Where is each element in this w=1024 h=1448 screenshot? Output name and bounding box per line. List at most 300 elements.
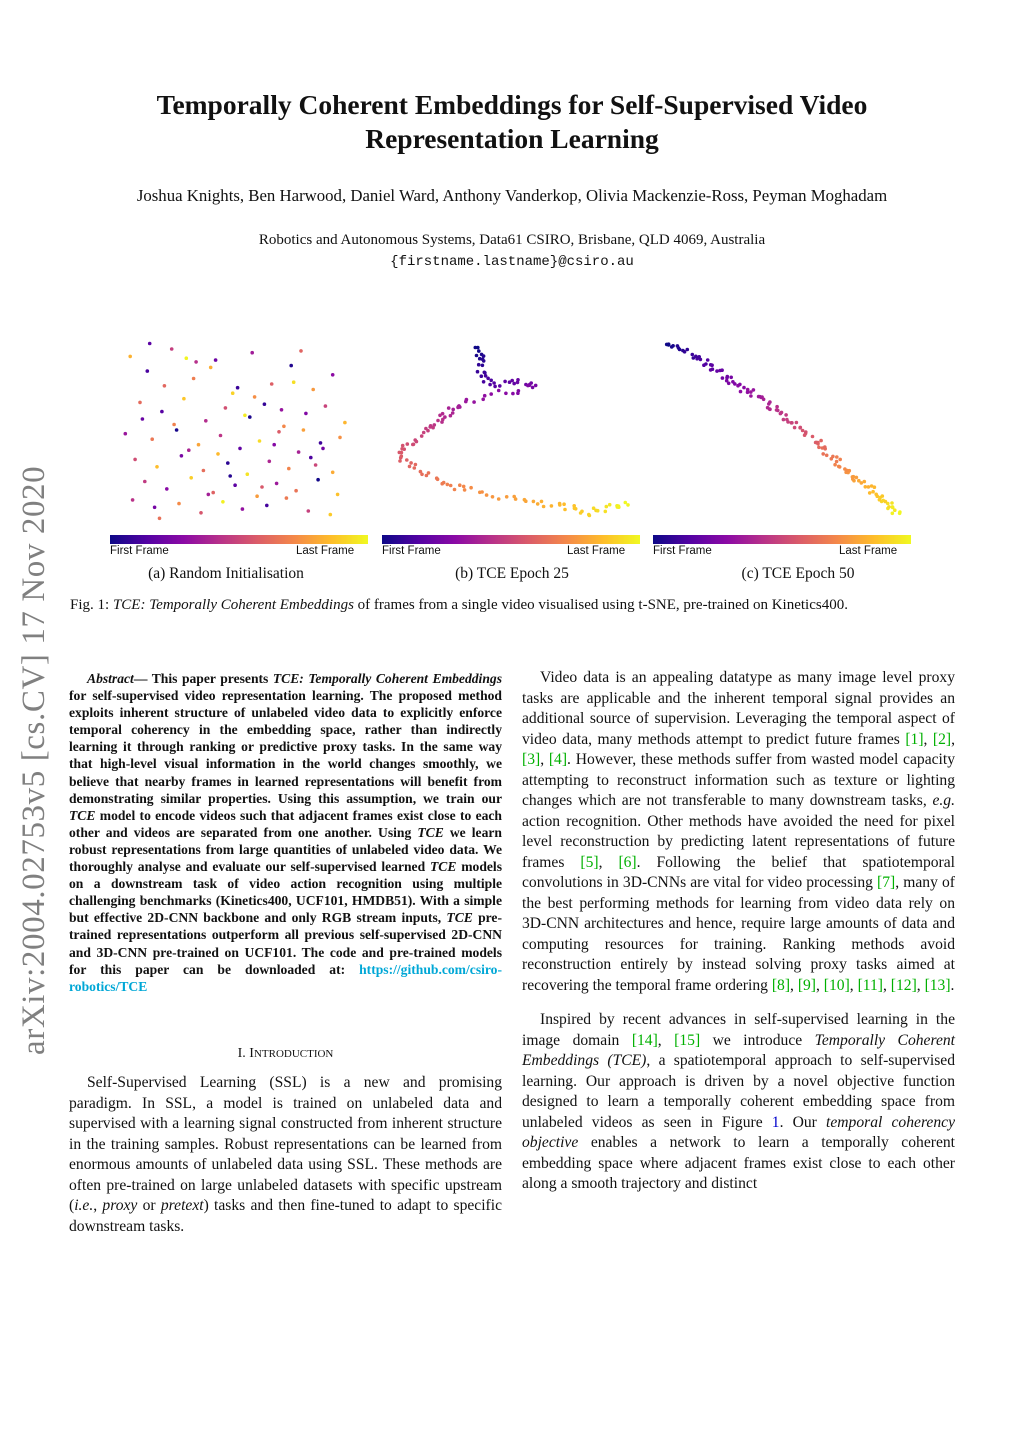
abstract-text-5: pre-trained representations outperform all previous self-supervised 2D-CNN and 3D-CNN pre-trained on UCF101. The code and pre-trained models for this paper can be downloaded at: xyxy=(69,910,502,977)
scatter-point xyxy=(617,504,621,508)
scatter-point xyxy=(163,384,167,388)
scatter-point xyxy=(478,491,482,495)
scatter-point xyxy=(898,510,902,514)
citation-13[interactable]: [13] xyxy=(924,976,951,994)
scatter-point xyxy=(265,504,269,508)
scatter-point xyxy=(821,452,825,456)
scatter-point xyxy=(482,380,486,384)
scatter-point xyxy=(336,493,340,497)
tsne-panel-random-init xyxy=(110,330,370,530)
scatter-point xyxy=(482,359,486,363)
scatter-point xyxy=(422,431,426,435)
scatter-point xyxy=(516,391,520,395)
scatter-point xyxy=(442,481,446,485)
scatter-point xyxy=(851,475,855,479)
scatter-point xyxy=(192,377,196,381)
scatter-point xyxy=(309,456,313,460)
caption-prefix: Fig. 1: xyxy=(70,597,113,613)
scatter-point xyxy=(475,354,479,358)
scatter-point xyxy=(819,439,823,443)
scatter-point xyxy=(890,501,894,505)
scatter-point xyxy=(697,355,701,359)
scatter-point xyxy=(497,389,501,393)
author-list: Joshua Knights, Ben Harwood, Daniel Ward, Anthony Vanderkop, Olivia Mackenzie-Ross, Peyman Moghadam xyxy=(136,186,888,205)
citation-9[interactable]: [9] xyxy=(797,976,816,994)
scatter-point xyxy=(721,376,725,380)
scatter-point xyxy=(493,385,497,389)
scatter-point xyxy=(860,481,864,485)
scatter-point xyxy=(405,458,409,462)
citation-12[interactable]: [12] xyxy=(890,976,917,994)
scatter-point xyxy=(482,354,486,358)
scatter-point xyxy=(180,454,184,458)
scatter-point xyxy=(311,388,315,392)
scatter-point xyxy=(592,506,596,510)
scatter-point xyxy=(691,353,695,357)
scatter-point xyxy=(158,517,162,521)
scatter-point xyxy=(692,356,696,360)
scatter-point xyxy=(492,381,496,385)
abstract-tce-2: TCE xyxy=(417,824,444,840)
right-tce-full: Temporally Coherent Embeddings (TCE) xyxy=(522,1031,956,1069)
scatter-point xyxy=(825,454,829,458)
scatter-point xyxy=(532,500,536,504)
scatter-point xyxy=(711,367,715,371)
citation-3[interactable]: [3] xyxy=(522,751,541,768)
scatter-point xyxy=(211,491,215,495)
scatter-point xyxy=(542,505,546,509)
scatter-point xyxy=(793,426,797,430)
scatter-point xyxy=(474,346,478,350)
scatter-point xyxy=(563,508,567,512)
citation-6[interactable]: [6] xyxy=(618,853,637,871)
scatter-point xyxy=(453,488,457,492)
scatter-point xyxy=(165,487,169,491)
scatter-point xyxy=(408,465,412,469)
scatter-point xyxy=(481,364,485,368)
scatter-point xyxy=(511,392,515,396)
colorbar-b-first-label: First Frame xyxy=(382,545,441,557)
right-paragraph-2: Inspired by recent advances in self-supervised learning in the image domain [14], [15] we introduce Temporally Coherent Embeddings (TCE), a spatiotemporal approach to self-supervised learning. Our approach is driven by a novel objective function designed to learn a temporally coherent embedding space from unlabeled videos as seen in Figure 1. Our temporal coherency objective enables a network to learn a temporally coherent embedding space where adjacent frames exist close to each other along a smooth trajectory and distinct xyxy=(522,1011,956,1192)
scatter-point xyxy=(246,472,250,476)
scatter-point xyxy=(214,358,218,362)
scatter-point xyxy=(124,432,128,436)
scatter-point xyxy=(221,500,225,504)
abstract-tce-title: TCE: Temporally Coherent Embeddings xyxy=(272,671,502,686)
scatter-point xyxy=(579,511,583,515)
scatter-point xyxy=(803,433,807,437)
scatter-point xyxy=(608,503,612,507)
scatter-point xyxy=(881,494,885,498)
scatter-point xyxy=(739,390,743,394)
scatter-point xyxy=(400,447,404,451)
scatter-point xyxy=(426,429,430,433)
scatter-point xyxy=(255,494,259,498)
intro-left-column xyxy=(69,1073,502,1237)
scatter-point xyxy=(280,408,284,412)
scatter-point xyxy=(141,417,145,421)
intro-or: or xyxy=(137,1197,161,1214)
scatter-point xyxy=(270,382,274,386)
section-number: I. xyxy=(237,1046,250,1061)
scatter-point xyxy=(799,426,803,430)
scatter-point xyxy=(835,460,839,464)
scatter-point xyxy=(742,386,746,390)
scatter-point xyxy=(870,484,874,488)
scatter-point xyxy=(150,437,154,441)
code-link[interactable]: https://github.com/csiro-robotics/TCE xyxy=(69,961,502,994)
right-text-i: . Our xyxy=(779,1113,827,1131)
scatter-point xyxy=(216,452,220,456)
citation-4[interactable]: [4] xyxy=(548,751,568,768)
scatter-point xyxy=(250,351,254,355)
scatter-point xyxy=(831,455,835,459)
citation-11[interactable]: [11] xyxy=(857,976,883,994)
scatter-point xyxy=(767,402,771,406)
scatter-point xyxy=(464,400,468,404)
scatter-point xyxy=(667,343,671,347)
scatter-point xyxy=(512,382,516,386)
colorbar-c xyxy=(653,535,911,544)
colorbar-a-last-label: Last Frame xyxy=(296,545,355,557)
scatter-point xyxy=(489,392,493,396)
scatter-point xyxy=(550,504,554,508)
figure-caption xyxy=(70,597,970,614)
scatter-point xyxy=(709,363,713,367)
scatter-point xyxy=(801,429,805,433)
scatter-point xyxy=(299,349,303,353)
scatter-point xyxy=(204,419,208,423)
scatter-point xyxy=(505,495,509,499)
scatter-point xyxy=(540,500,544,504)
scatter-point xyxy=(187,448,191,452)
scatter-point xyxy=(681,349,685,353)
citation-5[interactable]: [5] xyxy=(580,853,599,871)
scatter-point xyxy=(412,443,416,447)
scatter-point xyxy=(483,394,487,398)
scatter-point xyxy=(436,419,440,423)
scatter-point xyxy=(441,418,445,422)
scatter-point xyxy=(469,486,473,490)
scatter-point xyxy=(194,360,198,364)
scatter-point xyxy=(446,483,450,487)
scatter-point xyxy=(207,493,211,497)
scatter-point xyxy=(447,406,451,410)
scatter-point xyxy=(400,454,404,458)
scatter-point xyxy=(268,460,272,464)
scatter-point xyxy=(775,405,779,409)
abstract-text-4: models on a downstream task of video action recognition using multiple challenging benchmarks (Kinetics400, UCF101, HMDB51). With a simple but effective 2D-CNN backbone and only RGB stream inputs, xyxy=(69,859,502,926)
abstract-label: Abstract xyxy=(87,671,134,686)
scatter-point xyxy=(287,467,291,471)
scatter-point xyxy=(160,410,164,414)
intro-proxy: proxy xyxy=(102,1197,138,1214)
scatter-point xyxy=(321,447,325,451)
scatter-point xyxy=(867,485,871,489)
scatter-point xyxy=(458,483,462,487)
citation-10[interactable]: [10] xyxy=(823,976,850,994)
scatter-point xyxy=(498,384,502,388)
colorbar-a-first-label: First Frame xyxy=(110,545,169,557)
scatter-point xyxy=(534,384,538,388)
scatter-point xyxy=(472,400,476,404)
scatter-point xyxy=(704,362,708,366)
scatter-point xyxy=(833,463,837,467)
scatter-point xyxy=(153,506,157,510)
scatter-point xyxy=(514,497,518,501)
abstract-tce-4: TCE xyxy=(446,910,473,926)
scatter-point xyxy=(226,461,230,465)
colorbar-b-last-label: Last Frame xyxy=(567,545,626,557)
scatter-point xyxy=(324,404,328,408)
scatter-point xyxy=(449,484,453,488)
affiliation: Robotics and Autonomous Systems, Data61 CSIRO, Brisbane, QLD 4069, Australia xyxy=(258,232,766,248)
title-line-1: Temporally Coherent Embeddings for Self-Supervised Video xyxy=(156,89,868,120)
right-text-a: Video data is an appealing datatype as many image level proxy tasks are applicable and the inherent temporal signal provides an additional source of supervision. Leveraging the temporal aspect of video data, many methods attempt to predict future frames xyxy=(522,669,955,748)
scatter-point xyxy=(146,369,150,373)
right-text-g: we introduce xyxy=(700,1031,815,1049)
scatter-point xyxy=(263,402,267,406)
scatter-point xyxy=(128,355,132,359)
scatter-point xyxy=(241,507,245,511)
scatter-point xyxy=(749,394,753,398)
scatter-point xyxy=(316,478,320,482)
scatter-point xyxy=(209,366,213,370)
section-title-rest: NTRODUCTION xyxy=(253,1048,334,1060)
scatter-point xyxy=(177,502,181,506)
scatter-point xyxy=(285,496,289,500)
email: {firstname.lastname}@csiro.au xyxy=(390,254,634,270)
scatter-point xyxy=(843,467,847,471)
scatter-point xyxy=(497,497,501,501)
section-title-first: I xyxy=(249,1046,254,1061)
scatter-point xyxy=(420,434,424,438)
scatter-point xyxy=(462,485,466,489)
abstract-text-3: we learn robust representations from large quantities of unlabeled video data. We thoroughly analyse and evaluate our self-supervised learned xyxy=(69,824,502,875)
scatter-point xyxy=(804,430,808,434)
scatter-point xyxy=(779,412,783,416)
scatter-point xyxy=(436,478,440,482)
scatter-point xyxy=(726,375,730,379)
citation-15[interactable]: [15] xyxy=(674,1031,701,1049)
colorbar-b xyxy=(382,535,640,544)
scatter-point xyxy=(248,415,252,419)
scatter-point xyxy=(238,447,242,451)
scatter-point xyxy=(243,414,247,418)
scatter-point xyxy=(420,473,424,477)
scatter-point xyxy=(272,443,276,447)
scatter-point xyxy=(746,391,750,395)
colorbar-a xyxy=(110,535,368,544)
citation-1[interactable]: [1] xyxy=(905,730,924,748)
scatter-point xyxy=(438,414,442,418)
scatter-point xyxy=(706,358,710,362)
citation-14[interactable]: [14] xyxy=(631,1031,658,1049)
scatter-point xyxy=(343,421,347,425)
abstract-tce-1: TCE xyxy=(69,807,96,823)
citation-8[interactable]: [8] xyxy=(771,976,791,994)
abstract-tce-3: TCE xyxy=(429,859,457,875)
subcaption-b: (b) TCE Epoch 25 xyxy=(455,565,569,582)
scatter-point xyxy=(605,505,609,509)
scatter-point xyxy=(574,507,578,511)
caption-italic: TCE: Temporally Coherent Embeddings xyxy=(112,597,354,613)
scatter-point xyxy=(531,386,535,390)
scatter-point xyxy=(451,408,455,412)
scatter-point xyxy=(562,502,566,506)
scatter-point xyxy=(219,434,223,438)
scatter-point xyxy=(814,441,818,445)
scatter-point xyxy=(523,498,527,502)
intro-paragraph-1 xyxy=(69,1073,502,1237)
scatter-point xyxy=(133,458,137,462)
scatter-point xyxy=(233,483,237,487)
scatter-point xyxy=(155,465,159,469)
scatter-point xyxy=(729,376,733,380)
scatter-point xyxy=(624,501,628,505)
scatter-point xyxy=(878,498,882,502)
colorbar-c-first-label: First Frame xyxy=(653,545,712,557)
colorbar-c-last-label: Last Frame xyxy=(839,545,898,557)
scatter-point xyxy=(626,503,630,507)
scatter-point xyxy=(400,451,404,455)
scatter-point xyxy=(415,440,419,444)
scatter-point xyxy=(838,465,842,469)
right-text-b: . However, these methods suffer from wasted model capacity attempting to reconstruct information such as texture or lighting changes which are not transferable to many downstream tasks, xyxy=(522,751,956,809)
scatter-point xyxy=(331,471,335,475)
subcaption-a: (a) Random Initialisation xyxy=(148,565,304,582)
scatter-point xyxy=(231,391,235,395)
tsne-panel-epoch-50 xyxy=(653,330,913,530)
abstract-dash: — This paper presents xyxy=(133,671,273,686)
arxiv-stamp: arXiv:2004.02753v5 [cs.CV] 17 Nov 2020 xyxy=(16,465,52,1055)
scatter-point xyxy=(182,397,186,401)
caption-rest: of frames from a single video visualised using t-SNE, pre-trained on Kinetics400. xyxy=(353,597,848,613)
scatter-point xyxy=(427,471,431,475)
scatter-point xyxy=(766,406,770,410)
scatter-point xyxy=(304,412,308,416)
scatter-point xyxy=(131,498,135,502)
scatter-point xyxy=(258,439,262,443)
intro-comma: , xyxy=(93,1197,103,1214)
right-objective: temporal coherency objective xyxy=(522,1113,955,1151)
section-heading-introduction xyxy=(69,1046,502,1062)
scatter-point xyxy=(887,505,891,509)
right-text-e: , many of the best performing methods for learning from video data rely on 3D-CNN architectures and hence, require large amounts of data and computing resources for training. Ranking methods avoid reconstruction entirely by instead solving proxy tasks aimed at recovering the temporal frame ordering xyxy=(522,874,955,994)
scatter-point xyxy=(253,395,257,399)
scatter-point xyxy=(596,509,600,513)
scatter-point xyxy=(329,513,333,517)
citation-2[interactable]: [2] xyxy=(932,730,952,748)
scatter-point xyxy=(277,430,281,434)
scatter-point xyxy=(302,428,306,432)
scatter-point xyxy=(480,374,484,378)
scatter-point xyxy=(558,503,562,507)
scatter-point xyxy=(536,502,540,506)
scatter-point xyxy=(289,364,293,368)
scatter-point xyxy=(148,342,152,346)
scatter-point xyxy=(224,406,228,410)
intro-text-a: Self-Supervised Learning (SSL) is a new and promising paradigm. In SSL, a model is trained on unlabeled data and supervised with a learning signal constructed from inherent structure in the training samples. Robust representations can be learned from enormous amounts of unlabeled data using SSL. These methods are often pre-trained on large unlabeled datasets with specific upstream ( xyxy=(69,1074,502,1214)
scatter-point xyxy=(463,488,467,492)
right-text-f: Inspired by recent advances in self-supervised learning in the image domain xyxy=(522,1011,955,1049)
scatter-point xyxy=(409,461,413,465)
scatter-point xyxy=(401,444,405,448)
scatter-point xyxy=(817,446,821,450)
scatter-point xyxy=(489,379,493,383)
scatter-point xyxy=(189,476,193,480)
figure-ref-1[interactable]: 1 xyxy=(771,1113,780,1131)
scatter-point xyxy=(491,495,495,499)
scatter-point xyxy=(868,491,872,495)
scatter-point xyxy=(185,356,189,360)
scatter-point xyxy=(871,490,875,494)
intro-ie: i.e. xyxy=(74,1197,94,1214)
scatter-point xyxy=(776,409,780,413)
scatter-point xyxy=(228,474,232,478)
scatter-point xyxy=(170,347,174,351)
scatter-point xyxy=(292,380,296,384)
scatter-point xyxy=(720,368,724,372)
scatter-point xyxy=(294,489,298,493)
scatter-point xyxy=(733,382,737,386)
scatter-point xyxy=(485,493,489,497)
scatter-point xyxy=(676,344,680,348)
scatter-point xyxy=(338,436,342,440)
scatter-point xyxy=(795,421,799,425)
scatter-point xyxy=(406,442,410,446)
citation-7[interactable]: [7] xyxy=(877,874,896,891)
scatter-point xyxy=(260,485,264,489)
paper-title xyxy=(60,88,964,156)
right-eg: e.g. xyxy=(932,792,955,809)
scatter-point xyxy=(486,377,490,381)
scatter-point xyxy=(752,388,756,392)
scatter-point xyxy=(874,493,878,497)
scatter-point xyxy=(604,510,608,514)
scatter-point xyxy=(488,383,492,387)
scatter-point xyxy=(715,369,719,373)
scatter-point xyxy=(431,426,435,430)
scatter-point xyxy=(823,445,827,449)
scatter-point xyxy=(838,458,842,462)
scatter-point xyxy=(784,413,788,417)
scatter-point xyxy=(510,379,514,383)
scatter-point xyxy=(477,363,481,367)
scatter-point xyxy=(785,418,789,422)
right-text-h: , a spatiotemporal approach to self-supervised learning. Our approach is driven by a novel objective function designed to learn a temporally coherent embedding space from unlabeled videos as seen in Figure xyxy=(522,1052,955,1131)
tsne-panel-epoch-25 xyxy=(382,330,642,530)
scatter-point xyxy=(504,392,508,396)
scatter-point xyxy=(757,395,761,399)
scatter-point xyxy=(202,469,206,473)
subcaption-c: (c) TCE Epoch 50 xyxy=(741,565,855,582)
abstract xyxy=(69,670,502,995)
scatter-point xyxy=(175,428,179,432)
scatter-point xyxy=(483,371,487,375)
abstract-text-2: model to encode videos such that adjacent frames exist close to each other and videos are separated from one another. Using xyxy=(69,807,502,840)
title-line-2: Representation Learning xyxy=(365,123,659,154)
right-text-j: enables a network to learn a temporally coherent embedding space where adjacent frames exist close to each other along a smooth trajectory and distinct xyxy=(522,1134,955,1192)
scatter-point xyxy=(449,414,453,418)
scatter-point xyxy=(671,344,675,348)
scatter-point xyxy=(172,423,176,427)
scatter-point xyxy=(199,511,203,515)
scatter-point xyxy=(855,476,859,480)
scatter-point xyxy=(835,455,839,459)
scatter-point xyxy=(891,512,895,516)
scatter-point xyxy=(686,348,690,352)
